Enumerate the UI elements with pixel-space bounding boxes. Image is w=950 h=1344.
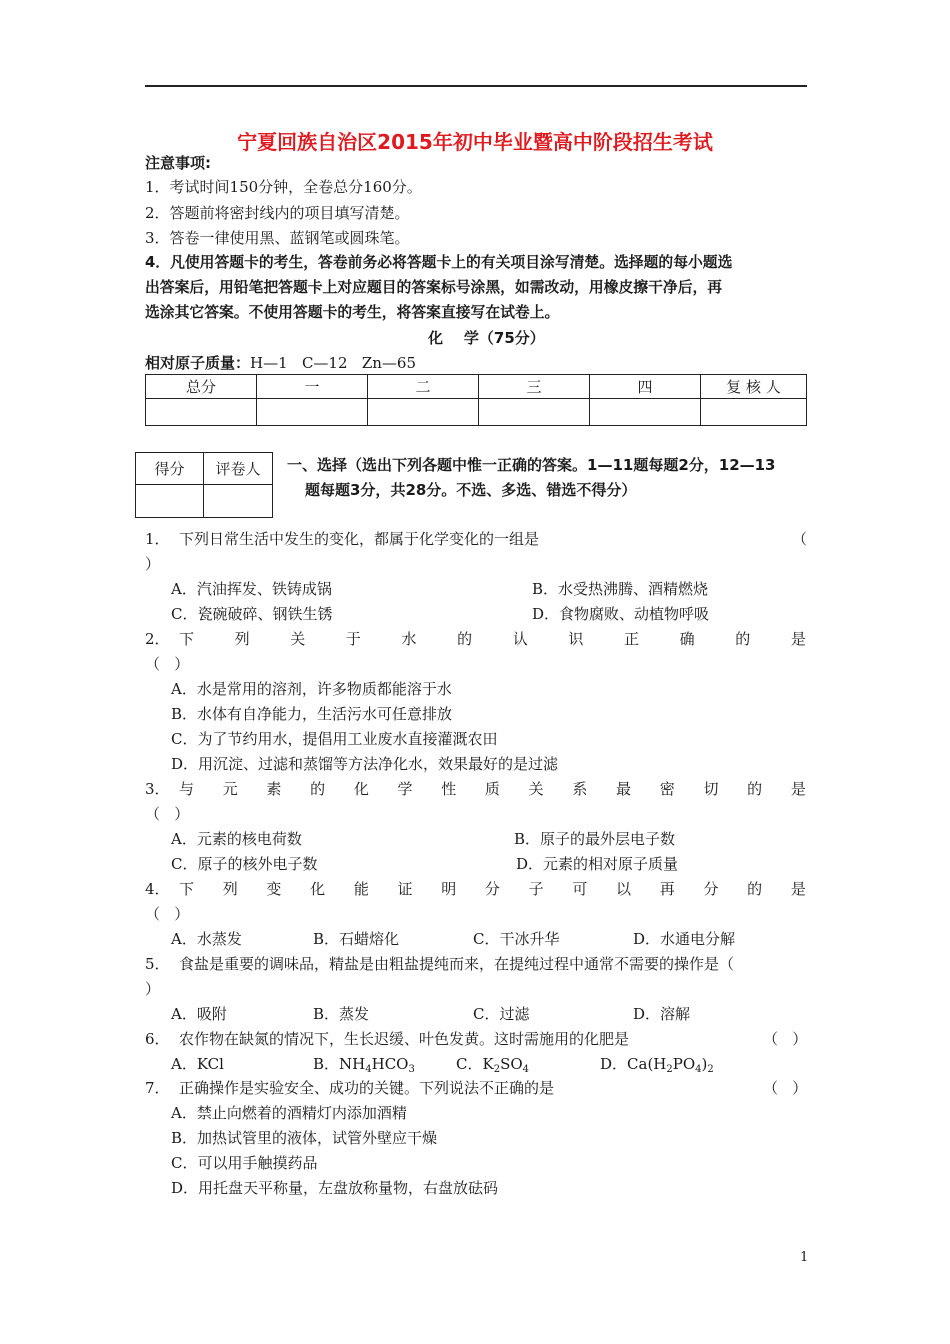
q3-stem-char: 切 (703, 780, 719, 798)
score-table-header: 三 (479, 375, 590, 399)
score-cell[interactable] (368, 399, 479, 426)
q2-option-b: B．水体有自净能力，生活污水可任意排放 (171, 705, 453, 723)
q3-stem-char: 最 (616, 780, 632, 798)
q4-stem-char: 化 (310, 880, 326, 898)
q3-stem-char: 密 (659, 780, 675, 798)
grader-name-cell[interactable] (204, 485, 273, 518)
q2-stem-char: 确 (679, 630, 695, 648)
atomic-mass-label: 相对原子质量： (145, 354, 251, 372)
q6-option-b: B．$NH_4HCO_3$ (313, 1055, 415, 1075)
q5-option-c: C．过滤 (473, 1005, 530, 1023)
q7-paren: （ ） (763, 1079, 808, 1097)
score-cell[interactable] (701, 399, 807, 426)
score-cell[interactable] (146, 399, 257, 426)
q1-stem: 下列日常生活中发生的变化，都属于化学变化的一组是 (179, 530, 540, 548)
score-table-entry-row (146, 399, 807, 426)
q2-stem (179, 629, 806, 649)
q6-stem: 农作物在缺氮的情况下，生长迟缓、叶色发黄。这时需施用的化肥是 (179, 1030, 630, 1048)
q6-option-a: A．KCl (171, 1055, 224, 1073)
q7-option-a: A．禁止向燃着的酒精灯内添加酒精 (171, 1104, 407, 1122)
score-table-header: 一 (257, 375, 368, 399)
score-table-header: 二 (368, 375, 479, 399)
atomic-mass-line (145, 353, 416, 373)
score-table (145, 374, 807, 426)
q4-stem (179, 879, 806, 899)
q7-option-b: B．加热试管里的液体，试管外壁应干燥 (171, 1129, 438, 1147)
notice-item-4-line-3: 选涂其它答案。不使用答题卡的考生，将答案直接写在试卷上。 (145, 304, 560, 321)
q2-stem-char: 的 (735, 630, 751, 648)
q4-option-a: A．水蒸发 (171, 930, 242, 948)
q7-stem: 正确操作是实验安全、成功的关键。下列说法不正确的是 (179, 1079, 555, 1097)
q5-number: 5． (145, 955, 170, 973)
q1-paren-open: （ (792, 530, 808, 548)
q4-stem-char: 子 (528, 880, 544, 898)
q2-stem-char: 水 (401, 630, 417, 648)
q4-option-c: C．干冰升华 (473, 930, 560, 948)
score-table-header: 四 (590, 375, 701, 399)
q1-paren-close: ） (145, 555, 161, 573)
q2-number: 2． (145, 630, 170, 648)
grader-score-cell[interactable] (136, 485, 204, 518)
q3-stem-char: 是 (790, 780, 806, 798)
q2-stem-char: 认 (512, 630, 528, 648)
header-rule (145, 85, 807, 87)
q6-option-c: C．$K_2SO_4$ (456, 1055, 530, 1075)
notice-item-4-line-1: 4．凡使用答题卡的考生，答卷前务必将答题卡上的有关项目涂写清楚。选择题的每小题选 (145, 254, 733, 271)
q1-option-c: C．瓷碗破碎、钢铁生锈 (171, 605, 333, 623)
q3-option-b: B．原子的最外层电子数 (514, 830, 676, 848)
q3-stem (179, 779, 806, 799)
q4-stem-char: 能 (353, 880, 369, 898)
q3-stem-char: 元 (222, 780, 238, 798)
q5-stem: 食盐是重要的调味品，精盐是由粗盐提纯而来，在提纯过程中通常不需要的操作是（ (179, 955, 735, 973)
q6-option-d: D．$Ca(H_2PO_4)_2$ (600, 1055, 714, 1075)
q3-stem-char: 关 (528, 780, 544, 798)
q4-stem-char: 以 (616, 880, 632, 898)
page-number: 1 (800, 1250, 809, 1265)
grader-score-label: 得分 (136, 453, 204, 485)
q6-number: 6． (145, 1030, 170, 1048)
q2-stem-char: 关 (290, 630, 306, 648)
q4-number: 4． (145, 880, 170, 898)
q7-option-d: D．用托盘天平称量，左盘放称量物，右盘放砝码 (171, 1179, 499, 1197)
q2-stem-char: 识 (568, 630, 584, 648)
q4-stem-char: 明 (441, 880, 457, 898)
q3-option-c: C．原子的核外电子数 (171, 855, 318, 873)
q7-number: 7． (145, 1079, 170, 1097)
q2-stem-char: 是 (790, 630, 806, 648)
notice-item-1: 1．考试时间150分钟，全卷总分160分。 (145, 178, 422, 196)
q1-option-a: A．汽油挥发、铁铸成锅 (171, 580, 332, 598)
q4-stem-char: 可 (572, 880, 588, 898)
q3-stem-char: 质 (484, 780, 500, 798)
q3-option-a: A．元素的核电荷数 (171, 830, 302, 848)
exam-title: 宁夏回族自治区2015年初中毕业暨高中阶段招生考试 (237, 130, 713, 154)
score-table-header: 复 核 人 (701, 375, 807, 399)
q3-paren: （ ） (145, 805, 190, 823)
q5-paren-close: ） (145, 980, 161, 998)
q3-stem-char: 学 (397, 780, 413, 798)
subject-heading: 化 学（75分） (428, 329, 545, 347)
q3-stem-char: 与 (179, 780, 195, 798)
q4-stem-char: 列 (222, 880, 238, 898)
score-table-header-row (146, 375, 807, 399)
q3-stem-char: 素 (266, 780, 282, 798)
q2-stem-char: 的 (457, 630, 473, 648)
q2-option-a: A．水是常用的溶剂，许多物质都能溶于水 (171, 680, 452, 698)
q6-paren: （ ） (763, 1030, 808, 1048)
q4-paren: （ ） (145, 905, 190, 923)
q4-stem-char: 再 (659, 880, 675, 898)
q1-option-b: B．水受热沸腾、酒精燃烧 (532, 580, 709, 598)
q7-option-c: C．可以用手触摸药品 (171, 1154, 318, 1172)
q3-number: 3． (145, 780, 170, 798)
q4-stem-char: 分 (484, 880, 500, 898)
q4-stem-char: 的 (747, 880, 763, 898)
q2-stem-char: 正 (624, 630, 640, 648)
q3-stem-char: 系 (572, 780, 588, 798)
q3-stem-char: 性 (441, 780, 457, 798)
section1-instructions-line-1: 一、选择（选出下列各题中惟一正确的答案。1—11题每题2分，12—13 (287, 456, 776, 474)
q1-option-d: D．食物腐败、动植物呼吸 (532, 605, 710, 623)
notice-item-2: 2．答题前将密封线内的项目填写清楚。 (145, 204, 410, 222)
grader-name-label: 评卷人 (204, 453, 273, 485)
section1-instructions-line-2: 题每题3分，共28分。不选、多选、错选不得分） (305, 481, 637, 499)
q2-stem-char: 于 (345, 630, 361, 648)
q5-option-a: A．吸附 (171, 1005, 227, 1023)
q4-stem-char: 变 (266, 880, 282, 898)
q5-option-b: B．蒸发 (313, 1005, 370, 1023)
q2-paren: （ ） (145, 655, 190, 673)
notice-item-4-line-2: 出答案后，用铅笔把答题卡上对应题目的答案标号涂黑，如需改动，用橡皮擦干净后，再 (145, 279, 723, 296)
q2-option-c: C．为了节约用水，提倡用工业废水直接灌溉农田 (171, 730, 498, 748)
q4-option-b: B．石蜡熔化 (313, 930, 400, 948)
q2-option-d: D．用沉淀、过滤和蒸馏等方法净化水，效果最好的是过滤 (171, 755, 559, 773)
score-table-header: 总分 (146, 375, 257, 399)
q5-option-d: D．溶解 (633, 1005, 691, 1023)
q2-stem-char: 列 (234, 630, 250, 648)
q4-stem-char: 分 (703, 880, 719, 898)
q2-stem-char: 下 (179, 630, 195, 648)
q3-stem-char: 的 (310, 780, 326, 798)
notice-heading: 注意事项: (145, 154, 211, 172)
q4-stem-char: 证 (397, 880, 413, 898)
notice-item-3: 3．答卷一律使用黑、蓝钢笔或圆珠笔。 (145, 229, 410, 247)
q4-stem-char: 是 (790, 880, 806, 898)
atomic-mass-values: H—1 C—12 Zn—65 (250, 354, 416, 372)
q3-stem-char: 的 (747, 780, 763, 798)
score-cell[interactable] (590, 399, 701, 426)
grader-box (135, 452, 273, 518)
score-cell[interactable] (479, 399, 590, 426)
score-cell[interactable] (257, 399, 368, 426)
q3-option-d: D．元素的相对原子质量 (516, 855, 679, 873)
q1-number: 1． (145, 530, 170, 548)
q4-stem-char: 下 (179, 880, 195, 898)
q3-stem-char: 化 (353, 780, 369, 798)
q4-option-d: D．水通电分解 (633, 930, 736, 948)
